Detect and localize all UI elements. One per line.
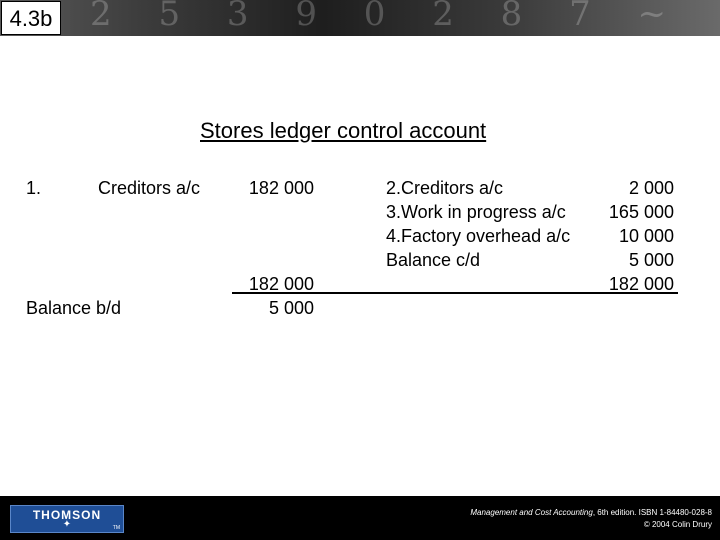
debit-total: 182 000: [248, 274, 314, 294]
credit-entry-description: 2.Creditors a/c: [386, 178, 504, 198]
credit-entry-amount: 5 000: [628, 250, 674, 270]
citation-line: [312, 507, 712, 519]
debit-balance-description: Balance b/d: [26, 298, 122, 318]
top-banner: [0, 0, 720, 36]
debit-entry-ref: 1.: [26, 178, 42, 198]
slide-number: 4.3b: [1, 1, 61, 35]
book-title: Management and Cost Accounting: [470, 508, 593, 517]
logo-text: THOMSON: [32, 508, 102, 522]
thomson-logo: [10, 505, 124, 533]
debit-entry-amount: 182 000: [248, 178, 314, 198]
copyright: © 2004 Colin Drury: [643, 520, 712, 529]
credit-total: 182 000: [608, 274, 674, 294]
trademark-mark: TM: [112, 525, 120, 531]
footer-citation: [312, 507, 712, 531]
credit-entry-description: Balance c/d: [386, 250, 481, 270]
star-icon: ✦: [62, 519, 72, 530]
credit-entry-amount: 10 000: [618, 226, 674, 246]
account-title: Stores ledger control account: [200, 118, 487, 143]
credit-entry-description: 3.Work in progress a/c: [386, 202, 566, 222]
debit-balance-amount: 5 000: [268, 298, 314, 318]
edition-info: , 6th edition. ISBN 1-84480-028-8: [592, 508, 712, 517]
credit-entry-description: 4.Factory overhead a/c: [386, 226, 571, 246]
credit-entry-amount: 2 000: [628, 178, 674, 198]
debit-entry-description: Creditors a/c: [98, 178, 201, 198]
credit-entry-amount: 165 000: [608, 202, 674, 222]
banner-digits-decoration: 2 5 3 9 0 2 8 7 ~: [90, 0, 685, 34]
